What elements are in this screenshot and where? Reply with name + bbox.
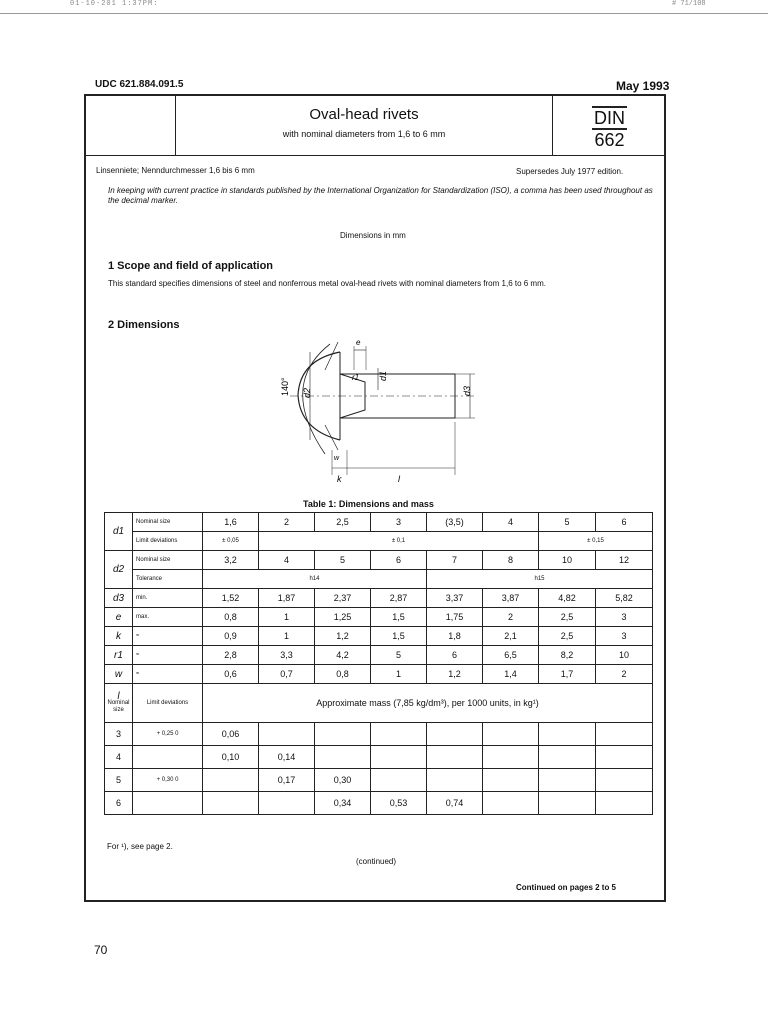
row-symbol: w [105,665,133,684]
table-cell: 0,6 [203,665,259,684]
d1-dev: ± 0,15 [539,532,653,551]
d2-value: 12 [596,551,653,570]
table-cell: 2,1 [483,627,539,646]
page-number: 70 [94,943,108,957]
table-cell: 3,3 [259,646,315,665]
din-label: DIN [594,108,625,128]
supersedes-note: Supersedes July 1977 edition. [516,167,624,176]
d1-symbol: d1 [105,513,133,551]
d2-value: 10 [539,551,596,570]
table-cell: 1,52 [203,589,259,608]
d2-value: 5 [315,551,371,570]
table-cell: 2,8 [203,646,259,665]
table-cell: 3,87 [483,589,539,608]
table-cell: 0,7 [259,665,315,684]
continued-label: (continued) [356,857,397,866]
d2-nominal-row [105,551,653,570]
mass-cell [483,792,539,815]
d2-label: d2 [302,387,312,398]
mass-cell [259,723,315,746]
mass-cell [539,723,596,746]
row-symbol: r1 [105,646,133,665]
mass-cell [315,746,371,769]
table-cell: 2,5 [539,627,596,646]
mass-cell [596,769,653,792]
table-cell: 6 [427,646,483,665]
table-cell: 1 [259,608,315,627]
footnote: For ¹), see page 2. [107,842,173,851]
l-deviation [133,792,203,815]
mass-row [105,723,653,746]
mass-cell [203,769,259,792]
mass-cell [539,769,596,792]
table-cell: 2 [483,608,539,627]
d1-nominal-row [105,513,653,532]
dimension-row [105,646,653,665]
mass-row [105,769,653,792]
dimension-row [105,589,653,608]
d1-deviation-row [105,532,653,551]
d2-value: 8 [483,551,539,570]
d1-value: 1,6 [203,513,259,532]
mass-row [105,792,653,815]
l-symbol: l [117,690,120,702]
d1-value: 4 [483,513,539,532]
table-cell: 5,82 [596,589,653,608]
tolerance-label: Tolerance [133,570,203,589]
table-cell: 3 [596,608,653,627]
mass-cell [259,792,315,815]
mass-cell [596,723,653,746]
d1-value: 2,5 [315,513,371,532]
table-cell: 0,9 [203,627,259,646]
e-label: e [356,338,361,347]
table-cell: 10 [596,646,653,665]
mass-cell [371,723,427,746]
table-cell: 1,87 [259,589,315,608]
table-cell: 1,2 [427,665,483,684]
table-cell: 0,8 [315,665,371,684]
d1-value: 2 [259,513,315,532]
l-label: l [398,474,400,484]
table-cell: 8,2 [539,646,596,665]
d1-dev: ± 0,1 [259,532,539,551]
publication-date: May 1993 [616,79,670,93]
table-cell: 3 [596,627,653,646]
mass-cell [483,723,539,746]
row-qualifier: max. [133,608,203,627]
d1-dev: ± 0,05 [203,532,259,551]
row-qualifier: min. [133,589,203,608]
row-qualifier: ≈ [133,646,203,665]
mass-cell [371,769,427,792]
d1-value: 6 [596,513,653,532]
d1-value: (3,5) [427,513,483,532]
din-box [553,106,666,150]
section-1-text: This standard specifies dimensions of steel and nonferrous metal oval-head rivets with nominal diameters from 1,6 to 6 mm. [108,279,546,288]
table-caption: Table 1: Dimensions and mass [303,499,434,509]
d1-value: 5 [539,513,596,532]
mass-row [105,746,653,769]
german-title: Linsenniete; Nenndurchmesser 1,6 bis 6 mm [96,166,255,175]
dimension-row [105,608,653,627]
l-deviation [133,746,203,769]
table-cell: 1,8 [427,627,483,646]
table-cell: 1,2 [315,627,371,646]
table-cell: 1,5 [371,608,427,627]
mass-cell: 0,14 [259,746,315,769]
mass-header-row [105,684,653,723]
d2-tolerance-row [105,570,653,589]
mass-cell [203,792,259,815]
d1-label: d1 [378,370,388,381]
table-cell: 5 [371,646,427,665]
mass-cell: 0,34 [315,792,371,815]
l-deviation: + 0,30 0 [133,769,203,792]
d2-symbol: d2 [105,551,133,589]
mass-cell: 0,74 [427,792,483,815]
row-qualifier: ≈ [133,665,203,684]
udc-number: UDC 621.884.091.5 [95,79,184,90]
mass-cell [427,723,483,746]
fax-header-rule [0,13,768,14]
table-cell: 1 [259,627,315,646]
dimensions-table [104,512,653,815]
iso-note: In keeping with current practice in standards published by the International Organization for Standardization (ISO), a comma has been used throughout as the decimal marker. [108,186,653,205]
nominal-size-label: Nominal size [133,513,203,532]
w-label: w [334,455,340,462]
table-cell: 6,5 [483,646,539,665]
mass-cell: 0,10 [203,746,259,769]
d2-tol: h14 [203,570,427,589]
fax-header-left: 01-10-201 1:37PM: [70,0,159,8]
l-value: 6 [105,792,133,815]
row-symbol: e [105,608,133,627]
table-cell: 3,37 [427,589,483,608]
table-cell: 1,7 [539,665,596,684]
mass-cell [483,746,539,769]
mass-cell [427,769,483,792]
document-title: Oval-head rivets [309,106,419,123]
mass-cell: 0,30 [315,769,371,792]
mass-cell: 0,17 [259,769,315,792]
l-value: 3 [105,723,133,746]
table-cell: 1,25 [315,608,371,627]
mass-cell [371,746,427,769]
d2-tol: h15 [427,570,653,589]
row-symbol: d3 [105,589,133,608]
table-cell: 2,87 [371,589,427,608]
r1-label: r1 [352,373,360,382]
l-value: 5 [105,769,133,792]
section-2-heading: 2 Dimensions [108,319,180,331]
header-rule [85,155,665,156]
rivet-drawing [270,330,500,490]
mass-cell: 0,06 [203,723,259,746]
d1-value: 3 [371,513,427,532]
table-cell: 1,75 [427,608,483,627]
mass-cell [427,746,483,769]
dimension-row [105,665,653,684]
d3-label: d3 [462,385,472,396]
table-cell: 1,5 [371,627,427,646]
document-subtitle: with nominal diameters from 1,6 to 6 mm [282,129,446,139]
l-nominal-text: Nominal size [107,699,130,713]
mass-cell [596,792,653,815]
table-cell: 4,2 [315,646,371,665]
table-cell: 4,82 [539,589,596,608]
row-symbol: k [105,627,133,646]
mass-header: Approximate mass (7,85 kg/dm³), per 1000 units, in kg¹) [203,684,653,723]
mass-cell [596,746,653,769]
mass-cell: 0,53 [371,792,427,815]
table-cell: 2,37 [315,589,371,608]
units-note: Dimensions in mm [340,231,406,240]
mass-cell [483,769,539,792]
din-number: 662 [594,130,625,150]
table-cell: 0,8 [203,608,259,627]
row-qualifier: ≈ [133,627,203,646]
mass-cell [539,792,596,815]
d2-value: 4 [259,551,315,570]
section-1-heading: 1 Scope and field of application [108,260,274,272]
k-label: k [337,474,342,484]
l-value: 4 [105,746,133,769]
table-cell: 2 [596,665,653,684]
table-cell: 1 [371,665,427,684]
table-cell: 1,4 [483,665,539,684]
mass-cell [315,723,371,746]
dimension-row [105,627,653,646]
d2-value: 6 [371,551,427,570]
l-deviation: + 0,25 0 [133,723,203,746]
limit-deviations-label: Limit deviations [133,532,203,551]
l-nominal-label [105,684,133,723]
header-divider-left [175,95,176,155]
angle-label: 140° [280,377,290,396]
continued-pages: Continued on pages 2 to 5 [516,883,617,892]
nominal-size-label: Nominal size [133,551,203,570]
d2-value: 3,2 [203,551,259,570]
mass-cell [539,746,596,769]
table-cell: 2,5 [539,608,596,627]
fax-header-right: # 71/108 [672,0,706,8]
d2-value: 7 [427,551,483,570]
l-limit-label: Limit deviations [133,684,203,723]
